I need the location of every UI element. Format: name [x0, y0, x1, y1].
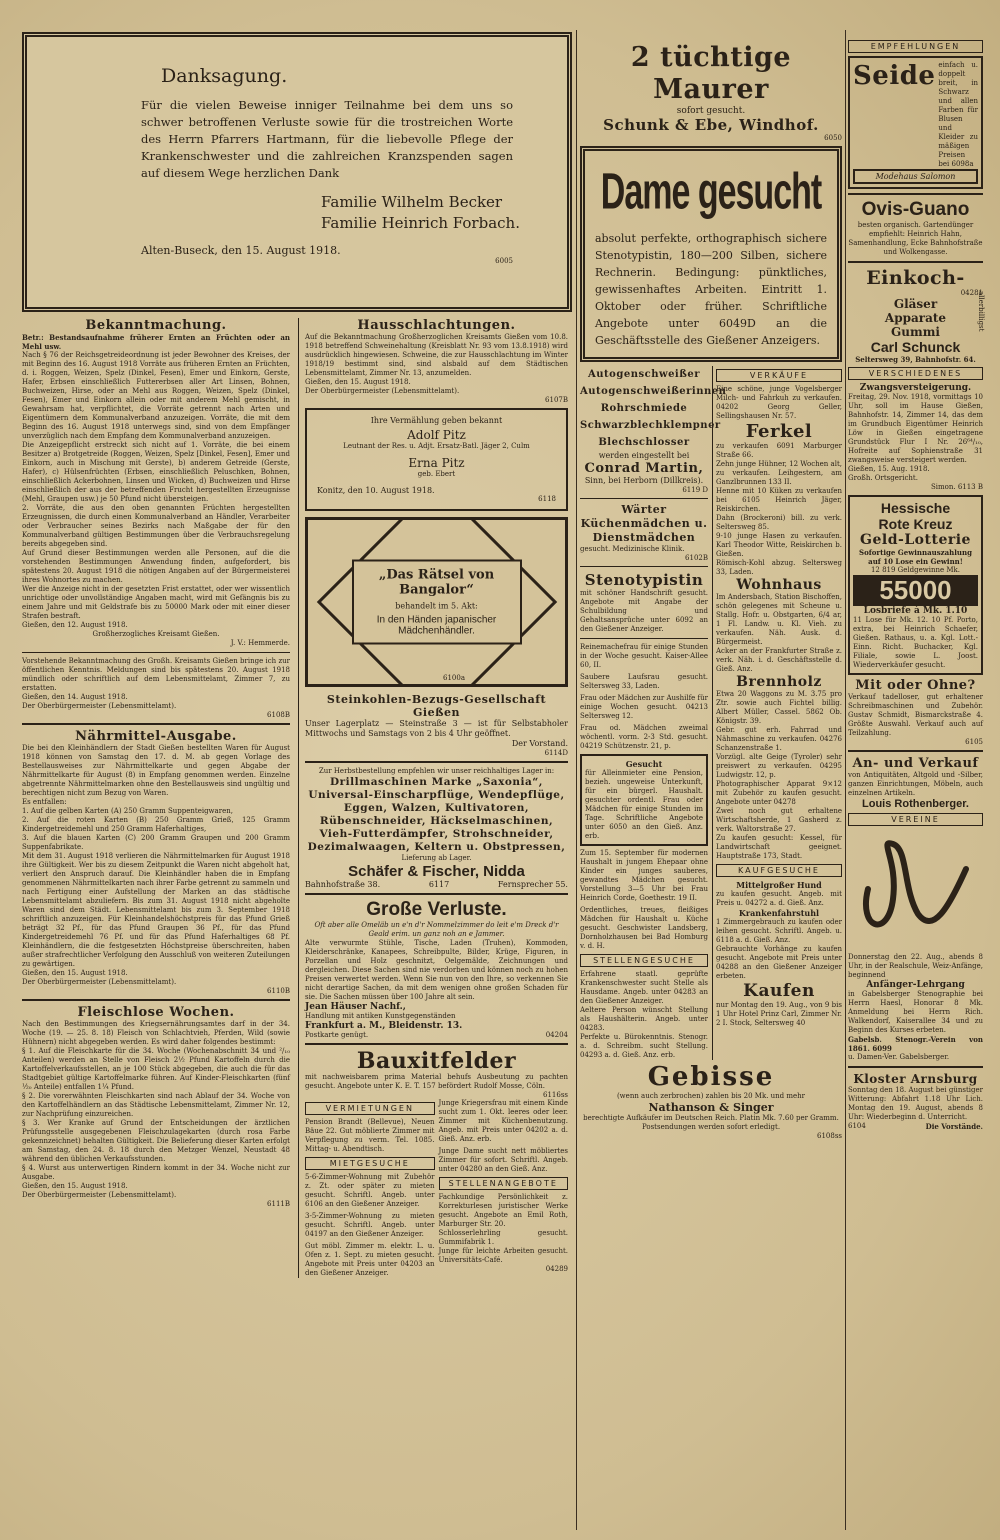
- vorhaenge: Gebrauchte Vorhänge zu kaufen gesucht. Angebote mit Preis unter 04288 an den Gießener Anzeiger erbeten.: [716, 945, 842, 980]
- naehrmittel-karte-c: 3. Auf die blauen Karten (C) 200 Gramm Graupen und 200 Gramm Suppenfabrikate.: [22, 834, 290, 851]
- vermaehlung-number: 6118: [538, 495, 556, 503]
- einkoch-title: Einkoch-: [866, 267, 965, 289]
- verluste-title: Große Verluste.: [366, 899, 507, 920]
- schaefer-intro: Zur Herbstbestellung empfehlen wir unser reichhaltiges Lager in:: [318, 767, 555, 775]
- perfekte-buero: Perfekte u. Bürokenntnis. Stenogr. a. d. Schreibm. sucht Stellung. 04293 a. d. Gieß. Anz. erb.: [580, 1033, 708, 1059]
- fleischlos-body: Nach den Bestimmungen des Kriegsernährungsamtes darf in der 34. Woche (19. — 25. 8. 18) Fleisch von Schlachtvieh, Pferden, Wild (sowie Hühnern) nicht abgegeben werden. Es wird daher folgendes bestimmt:: [22, 1020, 290, 1046]
- bekanntmachung-signature2: J. V.: Hemmerde.: [230, 639, 290, 647]
- classifieds-left: [305, 1099, 568, 1278]
- waerter-title: Wärter Küchenmädchen u. Dienstmädchen: [580, 503, 708, 544]
- laufsrau: Saubere Laufsrau gesucht. Seltersweg 33, Laden.: [580, 673, 708, 690]
- bekanntmachung-body: Nach § 76 der Reichsgetreideordnung ist jeder Bewohner des Kreises, der mit Beginn des 16. August 1918 Vorräte aus früheren Ernten an Früchten, d. i. Roggen, Weizen, Spelz (Dinkel, Fesen), Emer und Einkorn, Gerste, Hafer, Erbsen einschließlich Futtererbsen aller Art Linsen, Bohnen, Buchweizen, Hirse, oder an Mehl aus Roggen, Weizen, Spelz (Dinkel, Fesen), Emer und Einkorn allein oder mit anderem Mehl gemischt, in Gewahrsam hat, verpflichtet, die Vorräte getrennt nach Arten und Eigentümern dem Kommunalverband anzuzeigen. Vorräte, die mit dem Beginn des 16. August 1918 unterwegs sind, sind von dem Empfänger unverzüglich nach dem Empfang dem Kommunalverband anzuzeigen.: [22, 351, 290, 440]
- zwangs-signature: Großh. Ortsgericht.: [848, 474, 918, 482]
- maurer-title: 2 tüchtige Maurer: [630, 42, 792, 105]
- vermaehlung-desc2: geb. Ebert: [417, 470, 456, 478]
- naehrmittel-karte-b: 2. Auf die roten Karten (B) 250 Gramm Grieß, 125 Gramm Kindergetreidemehl und 250 Gramm Haferhaltiges,: [22, 816, 290, 833]
- zwangs-date: Gießen, 15. Aug. 1918.: [848, 465, 930, 473]
- danksagung-number: 6005: [495, 257, 513, 265]
- fleischlos-signature: Der Oberbürgermeister (Lebensmittelamt).: [22, 1191, 177, 1199]
- wohnhaus-body: Im Andersbach, Station Bischoffen, schön gelegenes mit Scheune u. Stallg. Hofr. u. Obstgarten, 6/4 ar, 1 Fl. Landw. u. Kl. Vieh. zu verkaufen. Näh. Ausk. d. Bürgermeist.: [716, 593, 842, 646]
- bekanntmachung-list4: Wer die Anzeige nicht in der gesetzten Frist erstattet, oder wer wissentlich unrichtige oder unvollständige Angaben macht, wird mit Gefängnis bis zu einem Jahre und mit Geldstrafe bis zu 50000 Mark oder mit einer dieser Strafen bestraft.: [22, 585, 290, 620]
- fleischlos-number: 6111B: [267, 1200, 290, 1208]
- vereine-bar: VEREINE: [848, 813, 983, 826]
- arnsburg-footer: [848, 1122, 983, 1131]
- ovis-title: Ovis-Guano: [861, 199, 970, 220]
- kino-line4: Mädchenhändler.: [398, 625, 475, 637]
- naehrmittel-title: Nährmittel-Ausgabe.: [75, 729, 237, 744]
- dahn: Dahn (Brockeroni) bill. zu verk. Seltersweg 85.: [716, 514, 842, 531]
- vermaehlung-place: Konitz, den 10. August 1918.: [317, 486, 435, 495]
- kaufgesuche-bar: KAUFGESUCHE: [716, 864, 842, 877]
- bekanntmachung-title: Bekanntmachung.: [85, 318, 227, 333]
- hund-body: zu kaufen gesucht. Angeb. mit Preis u. 04272 a. d. Gieß. Anz.: [716, 890, 842, 907]
- vermaehlung-notice: [305, 408, 568, 511]
- hund-title: Mittelgroßer Hund: [736, 880, 822, 890]
- bekanntmachung-number: 6108B: [267, 711, 290, 719]
- krankenfahrstuhl-title: Krankenfahrstuhl: [738, 908, 820, 918]
- dame-gesucht-box: [580, 146, 842, 362]
- kino-title: „Das Rätsel von Bangalor“: [378, 567, 495, 598]
- lotterie-line5: 12 819 Geldgewinne Mk.: [870, 566, 961, 574]
- vermietungen-bar: VERMIETUNGEN: [305, 1102, 435, 1115]
- einkoch-apparate: Apparate: [884, 311, 947, 325]
- zwangs-body: Freitag, 29. Nov. 1918, vormittags 10 Uhr, soll im Hause Gießen, Bahnhofstr. 14, Zimmer 14, das dem im Grundbuch Eigentümer Heinrich Löw in Gießen eingetragene Grundstück Flur I Nr. 26⁶⁴/₁₀, Hofreite auf Sophienstraße 31 zwangsweise versteigert werden.: [848, 393, 983, 464]
- lotterie-line7: Losbriefe à Mk. 1.10: [863, 606, 968, 616]
- krankenschwester: Erfahrene staatl. geprüfte Krankenschwester sucht Stelle als Hausdame. Angeb. unter 04283 an den Gießener Anzeiger.: [580, 970, 708, 1005]
- kaufen-title: Kaufen: [743, 981, 815, 1001]
- dame-zimmer: Junge Dame sucht nett möbliertes Zimmer für sofort. Schriftl. Angeb. unter 04280 an den Gieß. Anz.: [438, 1147, 568, 1173]
- verkaeufe-bar: VERKÄUFE: [716, 369, 842, 382]
- bekanntmachung-subject: Betr.: Bestandsaufnahme früherer Ernten an Früchten oder an Mehl usw.: [22, 333, 290, 351]
- hausschlachtungen-signature: Der Oberbürgermeister (Lebensmittelamt).: [305, 387, 460, 395]
- gabelsberger-signature2: u. Damen-Ver. Gabelsberger.: [848, 1053, 950, 1061]
- gut-moebl-zimmer: Gut möbl. Zimmer m. elektr. L. u. Ofen z. 1. Sept. zu mieten gesucht. Angebote mit Preis unter 04203 an den Gießener Anzeiger.: [305, 1242, 435, 1277]
- autogen-number: 6119 D: [682, 486, 708, 494]
- gebisse-number: 6108ss: [817, 1132, 842, 1140]
- einkoch-side-text: allerbilligst: [977, 291, 985, 332]
- column-rule-2: [845, 30, 846, 1530]
- fleischlos-p2: § 2. Die vorerwähnten Fleischkarten sind nach Ablauf der 34. Woche von den Kartoffelhändlern an das Städtische Lebensmittelamt, Zimmer Nr. 12, zur Nachprüfung einzureichen.: [22, 1092, 290, 1118]
- steinkohlen-body: Unser Lagerplatz — Steinstraße 3 — ist für Selbstabholer Mittwochs und Samstags von 2 bis 4 Uhr geöffnet.: [305, 719, 568, 738]
- vermaehlung-intro: Ihre Vermählung geben bekannt: [370, 416, 503, 425]
- hausschlachtungen-date: Gießen, den 15. August 1918.: [305, 378, 411, 386]
- steinkohlen-number: 6114D: [544, 749, 568, 757]
- middle-sub-a: [580, 366, 727, 1060]
- arnsburg-body: Sonntag den 18. August bei günstiger Witterung: Abfahrt 1.18 Uhr Lich. Montag den 19. August, abends 8 Uhr: Wiederbeginn d. Unterricht.: [848, 1086, 983, 1121]
- gabelsberger-body: Donnerstag den 22. Aug., abends 8 Uhr, in der Realschule, Weiz-Anfänge, beginnend: [848, 953, 983, 979]
- einkoch-number: 04281: [960, 289, 983, 297]
- gebisse-title: Gebisse: [647, 1062, 775, 1092]
- seide-firm: Modehaus Salomon: [853, 169, 978, 184]
- fleischlos-p1: § 1. Auf die Fleischkarte für die 34. Woche (Wochenabschnitt 34 und ²/₁₀ Anteilen) werden an Stelle von Fleisch 2½ Pfund Kartoffeln durch die Kartoffelverkaufsstellen, an je 100 Stück abgegeben, die auch die für das Stadtgebiet gültige Kartoffelmarke führen. Auf Kinder-Fleischkarten (fünf ½₀ Anteile) entfallen 1¼ Pfund.: [22, 1047, 290, 1091]
- einkoch-glaeser: Gläser: [893, 297, 938, 311]
- right-column: [848, 8, 983, 1131]
- mit-oder-ohne-body: Verkauf tadelloser, gut erhaltener Schreibmaschinen und Zubehör. Gustav Schmidt, Bismarckstraße 4. Größte Auswahl. Verkauf auch auf Teilzahlung.: [848, 693, 983, 737]
- fleischlos-p3: § 3. Wer Kranke auf Grund der Entscheidungen der ärztlichen Prüfungsstelle ausgegebenen Fleischzulagekarten (durch rosa Farbe gekennzeichnet) behalten Gültigkeit. Die Belieferung dieser Karten erfolgt am Samstag, den 24. 8. 18 durch den Metzger Wenzel, Neustadt 48 während den üblichen Verkaufsstunden.: [22, 1119, 290, 1163]
- kaufen-body: nur Montag den 19. Aug., von 9 bis 1 Uhr Hotel Prinz Carl, Zimmer Nr. 2 I. Stock, Seltersweg 40: [716, 1001, 842, 1027]
- verluste-number: 04204: [545, 1031, 568, 1039]
- stenotypistin-title: Stenotypistin: [584, 571, 704, 589]
- classifieds-left-b: [439, 1099, 569, 1278]
- fleischlos-date: Gießen, den 15. August 1918.: [22, 1182, 128, 1190]
- verluste-firmsub: Handlung mit antiken Kunstgegenständen: [305, 1012, 456, 1020]
- huehner: Zehn junge Hühner, 12 Wochen alt, zu verkaufen. Leihgestern, am Ganzlbrunnen 133 II.: [716, 460, 842, 486]
- verluste-card: Postkarte genügt.: [305, 1031, 369, 1039]
- left-subcolumns: [22, 318, 572, 1278]
- schaefer-body: Drillmaschinen Marke „Saxonia“, Universal-Einscharpflüge, Wendepflüge, Eggen, Walzen, Kultivatoren, Rübenschneider, Häckselmaschinen, Vieh-Futterdämpfer, Strohschneider, Dezimalwaagen, Keltern u. Obstpressen,: [307, 776, 566, 853]
- schlosserlehrling: Schlosserlehrling gesucht. Gummifabrik 1.: [438, 1229, 568, 1246]
- left-column: [22, 8, 572, 1278]
- hasen: 9-10 junge Hasen zu verkaufen. Karl Theodor Witte, Reiskirchen b. Gießen.: [716, 532, 842, 558]
- subcolumn-b: [298, 318, 568, 1278]
- carl-schunck: Carl Schunck: [870, 339, 961, 355]
- arnsburg-title: Kloster Arnsburg: [853, 1072, 978, 1086]
- classified-number: 04289: [545, 1265, 568, 1273]
- reinemachefrau: Reinemachefrau für einige Stunden in der Woche gesucht. Kaiser-Allee 60, II.: [580, 643, 708, 669]
- maurer-sub: sofort gesucht.: [676, 106, 746, 116]
- gesucht-body: für Alleinmieter eine Pension, bezieh. ungeweise Unterkunft, für ein bürgerl. Haushalt. gesuchter ordentl. Frau oder Mädchen für einige Stunden im Tage. Schriftliche Angebote unter 6050 an den Gieß. Anz. erb.: [585, 769, 703, 840]
- naehrmittel-body: Die bei den Kleinhändlern der Stadt Gießen bestellten Waren für August 1918 können von Samstag den 17. d. M. ab gegen Vorlage des Bestellausweises zur Nährmittelkarte und gegen Abgabe der Nährmittelkarte für August (8) in Empfang genommen werden. Einzelne abgetrennte Nährmittelmarken ohne den Bestellausweis sind ungültig und berechtigen nicht zum Bezug von Waren.: [22, 744, 290, 797]
- stellenangebote-bar: STELLENANGEBOTE: [439, 1177, 569, 1190]
- danksagung-notice: [22, 32, 572, 312]
- an-verkauf-body: von Antiquitäten, Altgold und -Silber, ganzen Einrichtungen, Möbeln, auch einzelnen Artikeln.: [848, 771, 983, 797]
- bauxit-body: mit nachweisbarem prima Material behufs Ausbeutung zu pachten gesucht. Angebote unter K. E. T. 157 befördert Rudolf Mosse, Cöln.: [305, 1073, 568, 1090]
- schaefer-address: Bahnhofstraße 38.: [305, 880, 381, 889]
- danksagung-body: Für die vielen Beweise inniger Teilnahme bei dem uns so schwer betroffenen Verluste sowie für die trostreichen Worte des Herrn Pfarrers Hartmann, für die liebevolle Pflege der Krankenschwester und die zahlreichen Kranzspenden sagen auf diesem Wege herzlichen Dank: [141, 98, 513, 180]
- zum-15-september: Zum 15. September für modernen Haushalt in jungem Ehepaar ohne Kinder ein junges sauberes, gewandtes Mädchen gesucht. Vorstellung 3—5 Uhr bei Frau Heinrich Corde, Goethestr. 19 II.: [580, 849, 708, 902]
- verluste-verse: Oft aber alle Omeläb un e'n d'r Nommelzimmer do leit e'm Dreck d'r Geald erim. un ganz noh an e Jammer.: [314, 921, 559, 938]
- schaefer-number: 6117: [428, 880, 450, 889]
- fahrrad: Gebr. gut erh. Fahrrad und Nähmaschine zu verkaufen. 04276 Schanzenstraße 1.: [716, 726, 842, 752]
- waerter-number: 6102B: [685, 554, 708, 562]
- henne-kueken: Henne mit 10 Küken zu verkaufen bei 6105 Heinrich Jäger, Reiskirchen.: [716, 487, 842, 513]
- ferkel-body: zu verkaufen 6091 Marburger Straße 66.: [716, 442, 842, 459]
- photo-apparat: Photographischer Apparat 9×12 mit Zubehör zu kaufen gesucht. Angebote unter 04278: [716, 780, 842, 806]
- maurer-firm: Schunk & Ebe, Windhof.: [603, 116, 819, 134]
- lotterie-line4: Sofortige Gewinnauszahlung auf 10 Lose ein Gewinn!: [859, 548, 972, 566]
- arnsburg-signature: Die Vorstände.: [925, 1122, 983, 1131]
- wohnung-3-5: 3-5-Zimmer-Wohnung zu mieten gesucht. Schriftl. Angeb. unter 04197 an den Gießener Anzeiger.: [305, 1212, 435, 1238]
- frau-maedchen-2: Frau od. Mädchen zweimal wöchentl. vorm. 2-3 Std. gesucht. 04219 Schützenstr. 21, p.: [580, 724, 708, 750]
- family-becker: Familie Wilhelm Becker: [321, 193, 503, 211]
- verluste-firm: Jean Häuser Nachf.,: [305, 1002, 406, 1012]
- bekanntmachung-date2: Gießen, den 14. August 1918.: [22, 693, 128, 701]
- autogen-sub: werden eingestellt bei: [598, 451, 690, 460]
- mit-oder-ohne-number: 6105: [965, 738, 983, 746]
- naehrmittel-e: Es entfallen:: [22, 798, 67, 806]
- lotterie-line1: Hessische: [880, 500, 951, 516]
- lotterie-line2: Rote Kreuz: [878, 516, 953, 532]
- ordentliches-maedchen: Ordentliches, treues, fleißiges Mädchen für Haushalt u. Küche gesucht. Geschwister Landsberg, Dornholzhausen bei Bad Homburg v. d. H.: [580, 906, 708, 950]
- seide-title: Seide: [853, 61, 936, 91]
- lotterie-line3: Geld-Lotterie: [860, 532, 971, 548]
- gabelsberger-title: Anfänger-Lehrgang: [866, 980, 965, 990]
- arnsburg-number: 6104: [848, 1122, 866, 1130]
- ferkel-title: Ferkel: [745, 421, 813, 442]
- naehrmittel-number: 6110B: [267, 987, 290, 995]
- brennholz-title: Brennholz: [736, 674, 822, 690]
- vermaehlung-name1: Adolf Pitz: [407, 428, 466, 442]
- danksagung-title: Danksagung.: [161, 65, 288, 87]
- zwangs-number: Simon. 6113 B: [930, 483, 983, 491]
- steinkohlen-signature: Der Vorstand.: [511, 739, 568, 748]
- steinkohlen-title: Steinkohlen-Bezugs-Gesellschaft Gießen: [326, 693, 547, 719]
- frau-maedchen: Frau oder Mädchen zur Aushilfe für einige Wochen gesucht. 04213 Seltersweg 12.: [580, 694, 708, 720]
- stenographie-symbol-icon: [848, 829, 983, 949]
- middle-subcolumns: [580, 366, 842, 1060]
- kino-line2: behandelt im 5. Akt:: [395, 601, 478, 611]
- gesucht-box: [580, 754, 708, 846]
- bekanntmachung-list2: 2. Vorräte, die aus den oben genannten Früchten hergestellten Erzeugnissen, die durch einen Kommunalverband an Händler, Verarbeiter oder Verbraucher seines Bezirks nach Maßgabe der für den Kommunalverband gültigen Bestimmungen über die Verbrauchsregelung bereits abgegeben sind.: [22, 504, 290, 548]
- lotterie-advert: [848, 495, 983, 675]
- dame-gesucht-body: absolut perfekte, orthographisch sichere Stenotypistin, 180—200 Silben, sichere Rechnerin. Bedingung: pünktliches, gewissenhaftes Arbeiten. Eintritt 1. Oktober oder früher. Schriftliche Angebote unter 6049D an die Geschäftsstelle des Gießener Anzeigers.: [595, 232, 827, 347]
- family-forbach: Familie Heinrich Forbach.: [321, 214, 520, 232]
- seide-head: [853, 61, 978, 169]
- ovis-body: besten organisch. Gartendünger empfiehlt: Heinrich Hahn, Samenhandlung, Ecke Bahnhofstraße und Wolkengasse.: [848, 221, 983, 256]
- roemisch-kohl: Römisch-Kohl abzug. Seltersweg 33, Laden.: [716, 559, 842, 576]
- kino-line3: In den Händen japanischer: [376, 614, 497, 626]
- autogen-firm: Conrad Martin,: [584, 461, 704, 476]
- bekanntmachung-list3: Auf Grund dieser Bestimmungen werden alle Personen, auf die die vorstehenden Bestimmungen Anwendung finden, aufgefordert, bis spätestens 20. August 1918 die nötigen Angaben auf der Bürgermeisterei ihres Wohnortes zu machen.: [22, 549, 290, 584]
- verschiedenes-bar: VERSCHIEDENES: [848, 367, 983, 380]
- mit-oder-ohne-title: Mit oder Ohne?: [855, 678, 976, 693]
- schaefer-address-row: [305, 880, 568, 889]
- seide-body: einfach u. doppelt breit, in Schwarz und allen Farben für Blusen und Kleider zu mäßigen Preisen bei 6098a: [938, 61, 978, 168]
- stellengesuche-bar: STELLENGESUCHE: [580, 954, 708, 967]
- pension-brandt: Pension Brandt (Bellevue), Neuen Bäue 22. Gut möblierte Zimmer mit Verpflegung zu verm. Tel. 1085. Mittag- u. Abendtisch.: [305, 1118, 435, 1153]
- dame-gesucht-title: Dame gesucht: [600, 163, 822, 221]
- empfehlungen-bar: EMPFEHLUNGEN: [848, 40, 983, 53]
- wohnhaus-title: Wohnhaus: [736, 577, 822, 593]
- bekanntmachung-list1: Die Anzeigepflicht erstreckt sich nicht auf 1. Vorräte, die bei einem Besitzer a) Brotgetreide (Roggen, Weizen, Spelz [Dinkel, Fesen], Emer und Einkorn, auch in Mischung mit Gerste), b) anderem Getreide (Gerste, Hafer), c) Hülsenfrüchten (Erbsen, einschließlich Peluschken, Bohnen, einschließlich Ackerbohnen, Linsen und Wicken, d) Buchweizen und Hirse einschließlich der aus der betreffenden Frucht hergestellten Erzeugnisse (Mehl, Graupen usw.) je 50 Pfund nicht übersteigen.: [22, 441, 290, 503]
- middle-sub-b: [712, 366, 842, 1060]
- carl-schunck-address: Seltersweg 39, Bahnhofstr. 64.: [855, 355, 976, 364]
- wohnung-5-6: 5-6-Zimmer-Wohnung mit Zubehör z. Zt. oder später zu mieten gesucht. Schriftl. Angeb. unter 6106 an den Gießener Anzeiger.: [305, 1173, 435, 1208]
- naehrmittel-date: Gießen, den 15. August 1918.: [22, 969, 128, 977]
- mietgesuche-bar: MIETGESUCHE: [305, 1157, 435, 1170]
- an-verkauf-firm: Louis Rothenberger.: [862, 798, 969, 810]
- classifieds-left-a: [305, 1099, 435, 1278]
- hausschlachtungen-number: 6107B: [545, 396, 568, 404]
- kino-advert: [305, 517, 568, 687]
- waerter-sub: gesucht. Medizinische Klinik.: [580, 545, 685, 553]
- bekanntmachung-followup: Vorstehende Bekanntmachung des Großh. Kreisamts Gießen bringe ich zur öffentlichen Kenntnis. Meldungen sind bis spätestens 20. August 1918 mündlich oder schriftlich auf dem Lebensmittelamt, Zimmer 7, zu erstatten.: [22, 657, 290, 692]
- column-rule-1: [576, 30, 577, 1530]
- kino-text-box: [352, 560, 522, 645]
- gebisse-body: (wenn auch zerbrochen) zahlen bis 20 Mk. und mehr: [616, 1092, 806, 1100]
- fachkundige: Fachkundige Persönlichkeit z. Korrekturlesen juristischer Werke gesucht. Angebote an Emil Roth, Marburger Str. 20.: [438, 1193, 568, 1228]
- geige: Vorzügl. alte Geige (Tyroler) sehr preiswert zu verkaufen. 04295 Ludwigstr. 12, p.: [716, 753, 842, 779]
- bekanntmachung-signature3: Der Oberbürgermeister (Lebensmittelamt).: [22, 702, 177, 710]
- naehrmittel-body2: Mit dem 31. August 1918 verlieren die Nährmittelmarken für August 1918 ihre Gültigkeit. Wer bis zu diesem Zeitpunkt die Waren nicht abgeholt hat, verliert den Anspruch darauf. Die Kleinhändler haben die in Empfang genommenen Nährmittelkarten nach ihrer Farbe getrennt zu sammeln und nach Fertigung einer Aufstellung der Marken an das städtische Lebensmittelamt abzuliefern. Bis zum 31. August 1918 nicht abgeholte Waren sind dem Städt. Lebensmittelamt bis zum 3. September 1918 schriftlich anzuzeigen. Für Kleinhandelshöchstpreis für das Pfund Grieß beträgt 32 Pf., für das Pfund Graupen 36 Pf., für das Pfund Kindergetreidemehl 76 Pf. und für das Pfund Haferhaltiges 68 Pf. Kleinhändlern, die die festgesetzten Höchstpreise überschreiten, haben außer strafrechtlicher Verfolgung den Ausschluß von weiteren Zuteilungen zu gewärtigen.: [22, 852, 290, 968]
- brennholz-body: Etwa 20 Waggons zu M. 3.75 pro Ztr. sowie auch Fichtel billig. Albert Müller, Cassel. 5862 Ob. Königstr. 39.: [716, 690, 842, 725]
- vermaehlung-desc1: Leutnant der Res. u. Adjt. Ersatz-Batl. Jäger 2, Culm: [343, 442, 530, 450]
- subcolumn-a: [22, 318, 290, 1278]
- bauxit-number: 6116ss: [543, 1091, 568, 1099]
- fleischlos-p4: § 4. Wurst aus unterwertigen Rindern kommt in der 34. Woche nicht zur Ausgabe.: [22, 1164, 290, 1181]
- gebisse-firm: Nathanson & Singer: [648, 1101, 774, 1114]
- junge-gesucht: Junge für leichte Arbeiten gesucht. Universitäts-Café.: [438, 1247, 568, 1264]
- autogen-city: Sinn, bei Herborn (Dillkreis).: [584, 476, 704, 485]
- acker: Acker an der Frankfurter Straße z. verk. Näh. i. d. Geschäftsstelle d. Gieß. Anz.: [716, 647, 842, 673]
- naehrmittel-signature: Der Oberbürgermeister (Lebensmittelamt).: [22, 978, 177, 986]
- aeltere-person: Aeltere Person wünscht Stellung als Haushälterin. Angeb. unter 04283.: [580, 1006, 708, 1032]
- lotterie-line8: 11 Lose für Mk. 12. 10 Pf. Porto, extra, bei Heinrich Schaefer, Gießen. Rathaus, u. a. Kgl. Lott.-Einn. Richt. Buchacker, Kgl. Filiale, sowie L. Joost. Wiederverkäufer gesucht.: [853, 616, 978, 669]
- middle-column: [580, 8, 842, 1140]
- hausschlachtungen-title: Hausschlachtungen.: [357, 318, 516, 333]
- hausschlachtungen-body: Auf die Bekanntmachung Großherzoglichen Kreisamts Gießen vom 10.8. 1918 betreffend Schweinehaltung (Kreisblatt Nr. 93 vom 13.8.1918) wird ausdrücklich hingewiesen. Schweine, die zur Hausschlachtung im Winter 1918/19 bestimmt sind, sind alsbald auf dem Städtischen Lebensmittelamt, Zimmer Nr. 13, anzumelden.: [305, 333, 568, 377]
- seide-advert: [848, 56, 983, 189]
- kino-number: 6100a: [443, 674, 465, 682]
- bauxit-title: Bauxitfelder: [356, 1048, 517, 1074]
- einkoch-advert: [848, 267, 983, 364]
- gabelsberger-body2: in Gabelsberger Stenographie bei Herrn Haesl, Honorar 8 Mk. Anmeldung bei Herrn Rich. Walkendorf, Kaiserallee 34 und zu Beginn des Kurses erbeten.: [848, 990, 983, 1034]
- naehrmittel-karte-a: 1. Auf die gelben Karten (A) 250 Gramm Suppenteigwaren,: [22, 807, 233, 815]
- verluste-city: Frankfurt a. M., Bleidenstr. 13.: [305, 1021, 463, 1031]
- schaefer-lieferung: Lieferung ab Lager.: [401, 854, 472, 862]
- einkoch-gummi: Gummi: [891, 325, 940, 339]
- wirtschaftsherde: Zwei noch gut erhaltene Wirtschaftsherde, 1 Gasherd z. verk. Waltorstraße 27.: [716, 807, 842, 833]
- bekanntmachung-signature: Großherzogliches Kreisamt Gießen.: [92, 630, 220, 638]
- stenotypistin-body: mit schöner Handschrift gesucht. Angebote mit Angabe der Schulbildung und Gehaltsansprüche unter 6092 an den Gießener Anzeiger.: [580, 589, 708, 633]
- vermaehlung-name2: Erna Pitz: [408, 456, 465, 470]
- schaefer-firm: Schäfer & Fischer, Nidda: [348, 863, 525, 880]
- fleischlos-title: Fleischlose Wochen.: [77, 1005, 235, 1020]
- kessel: Zu kaufen gesucht: Kessel, für Landwirtschaft geeignet. Hauptstraße 173, Stadt.: [716, 834, 842, 860]
- danksagung-place: Alten-Buseck, den 15. August 1918.: [141, 244, 341, 257]
- gebisse-sub: berechtigte Aufkäufer im Deutschen Reich. Platin Mk. 7.60 per Gramm. Postsendungen werden sofort erledigt.: [583, 1114, 839, 1131]
- gabelsberger-signature: Gabelsb. Stenogr.-Verein von 1861. 6099: [848, 1035, 983, 1053]
- verluste-footer: [305, 1031, 568, 1039]
- zwangs-title: Zwangsversteigerung.: [859, 383, 972, 393]
- bekanntmachung-date: Gießen, den 12. August 1918.: [22, 621, 128, 629]
- krankenfahrstuhl-body: 1 Zimmergebrauch zu kaufen oder leihen gesucht. Schriftl. Angeb. u. 6118 a. d. Gieß. Anz.: [716, 918, 842, 944]
- maurer-number: 6050: [824, 134, 842, 142]
- schaefer-phone: Fernsprecher 55.: [497, 880, 568, 889]
- autogen-jobs: Autogenschweißer Autogenschweißerinnen Rohrschmiede Schwarzblechklempner Blechschlosser: [580, 369, 727, 448]
- kriegersfrau: Junge Kriegersfrau mit einem Kinde sucht zum 1. Okt. leeres oder leer. Zimmer mit Küchenbenutzung. Angeb. mit Preis unter 04202 a. d. Gieß. Anz. erb.: [438, 1099, 568, 1143]
- an-verkauf-title: An- und Verkauf: [852, 756, 979, 771]
- verluste-body: Alte verwurmte Stühle, Tische, Laden (Truhen), Kommoden, Kleiderschränke, Kanapees, Schreibpulte, Bilder, Krüge, Figuren, in Porzellan und Holz geschnitzt, Oelgemälde, Zeichnungen und dergleichen. Diese Sachen sind nie verdorben und können noch zu hohen Preisen verwertet werden. Wenn Sie nun von den Ihre, so verkennen Sie nicht derartige Sachen, da mit dem wenigen ohne großen Schaden für sie. Die Sachen müssen über 100 Jahre alt sein.: [305, 939, 568, 1001]
- lotterie-amount: 55000: [853, 575, 978, 606]
- kuh-verkauf: Eine schöne, junge Vogelsberger Milch- und Fahrkuh zu verkaufen. 04202 Georg Geller, Sellingshausen Nr. 57.: [716, 385, 842, 420]
- gesucht-title: Gesucht: [625, 759, 663, 769]
